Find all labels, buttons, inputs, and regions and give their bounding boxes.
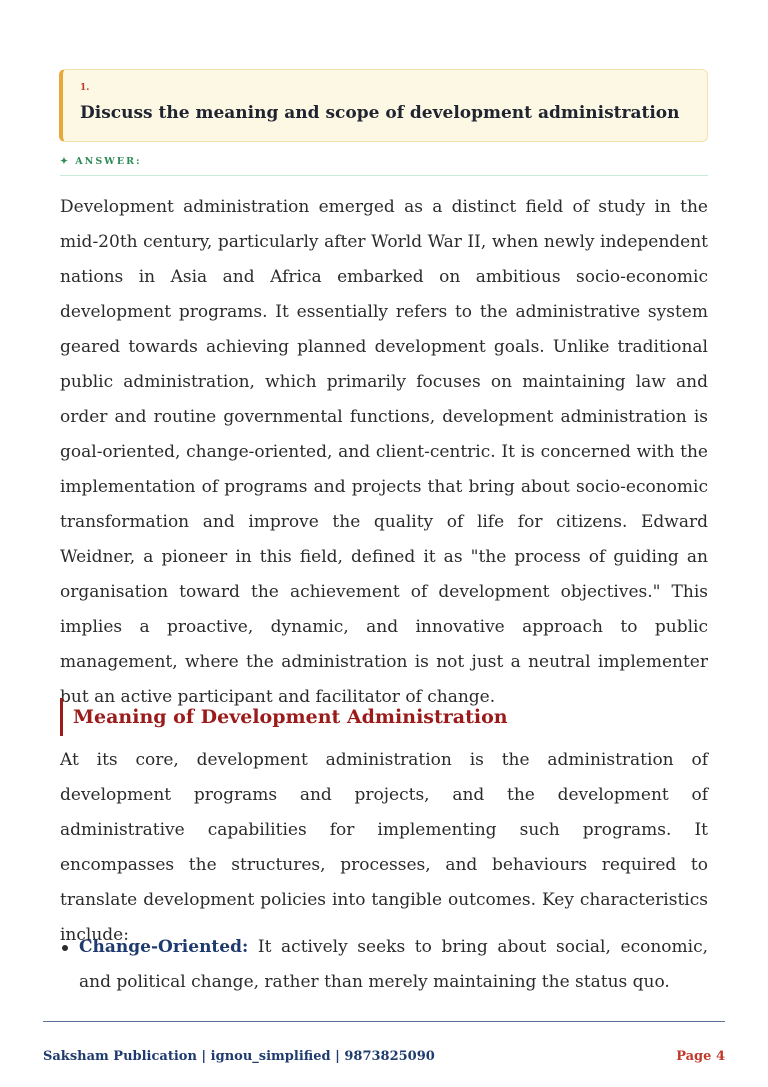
footer-divider bbox=[43, 1021, 725, 1022]
bullet-text: It actively seeks to bring about social, economic, and political change, rather than merely maintaining the status quo. bbox=[79, 937, 708, 992]
bullet-dot-icon bbox=[62, 945, 68, 951]
question-title: Discuss the meaning and scope of development administration bbox=[80, 103, 680, 123]
footer-publisher: Saksham Publication | ignou_simplified | 9873825090 bbox=[43, 1049, 435, 1064]
list-item bbox=[60, 930, 708, 1000]
section-heading-text: Meaning of Development Administration bbox=[73, 706, 508, 728]
section-heading bbox=[60, 698, 700, 736]
answer-label: ✦ ANSWER: bbox=[60, 156, 142, 167]
question-number: 1. bbox=[80, 83, 90, 93]
characteristics-list bbox=[60, 930, 708, 1000]
answer-divider bbox=[60, 175, 708, 176]
intro-paragraph: Development administration emerged as a distinct field of study in the mid-20th century, particularly after World War II, when newly independent nations in Asia and Africa embarked on ambitious socio-economic development programs. It essentially refers to the administrative system geared towards achieving planned development goals. Unlike traditional public administration, which primarily focuses on maintaining law and order and routine governmental functions, development administration is goal-oriented, change-oriented, and client-centric. It is concerned with the implementation of programs and projects that bring about socio-economic transformation and improve the quality of life for citizens. Edward Weidner, a pioneer in this field, defined it as "the process of guiding an organisation toward the achievement of development objectives." This implies a proactive, dynamic, and innovative approach to public management, where the administration is not just a neutral implementer but an active participant and facilitator of change. bbox=[60, 197, 708, 707]
page-number: Page 4 bbox=[676, 1049, 725, 1064]
question-box bbox=[59, 69, 708, 142]
bullet-term: Change-Oriented: bbox=[79, 937, 249, 957]
meaning-paragraph: At its core, development administration is the administration of development programs and projects, and the development of administrative capabilities for implementing such programs. It encompasses the structures, processes, and behaviours required to translate development policies into tangible outcomes. Key characteristics include: bbox=[60, 750, 708, 945]
